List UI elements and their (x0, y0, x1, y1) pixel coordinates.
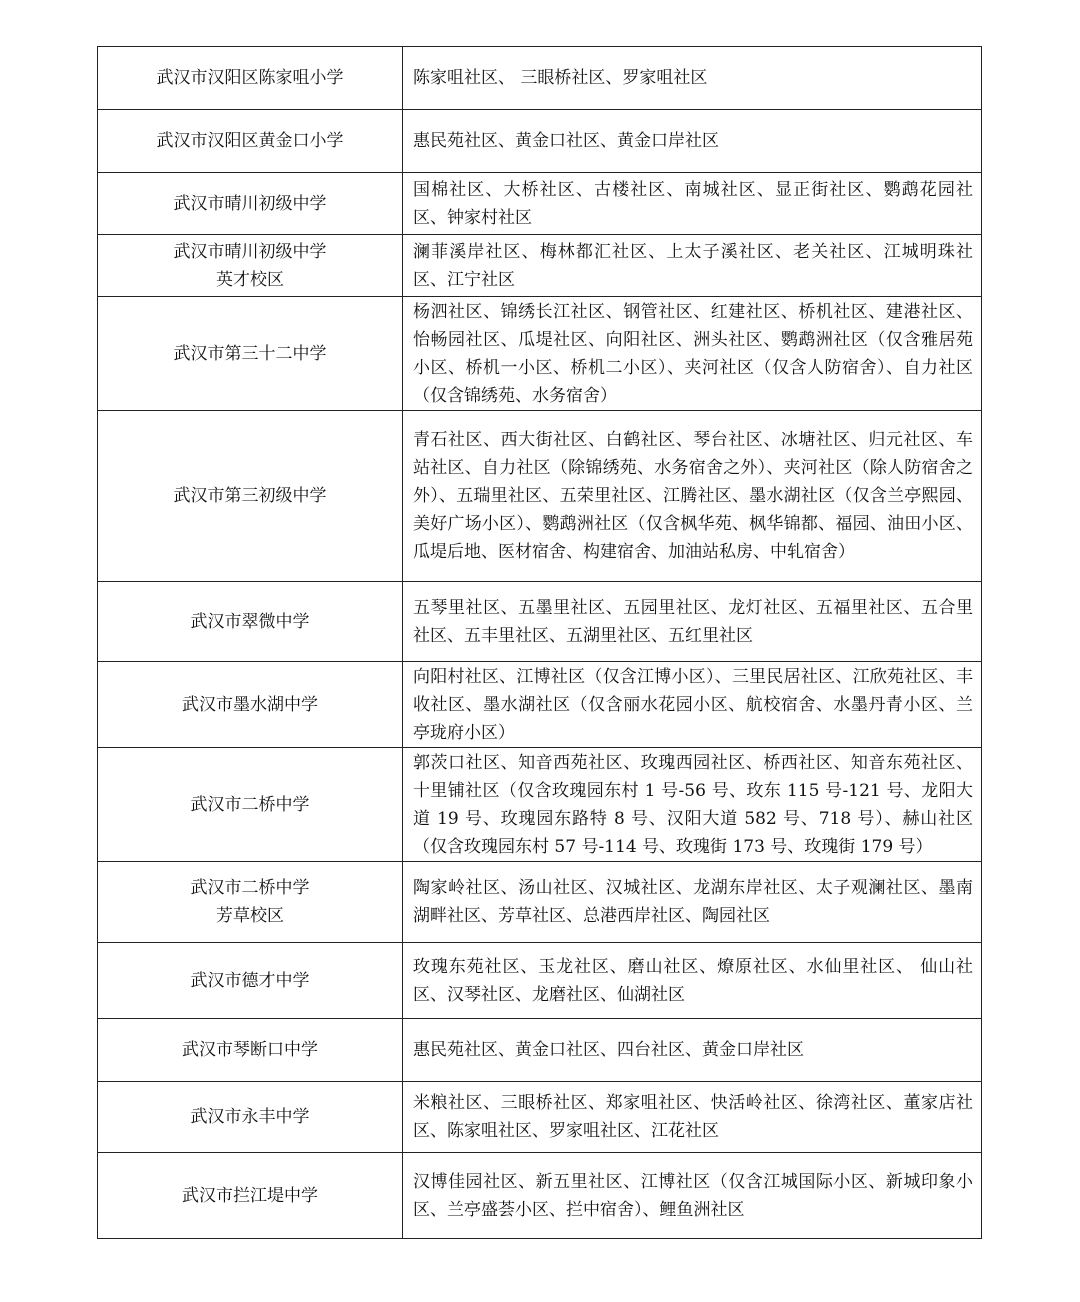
school-name-cell (98, 943, 403, 1019)
school-name-cell (98, 411, 403, 582)
community-list-cell: 米粮社区、三眼桥社区、郑家咀社区、快活岭社区、徐湾社区、董家店社区、陈家咀社区、罗家咀社区、江花社区 (403, 1082, 982, 1153)
community-list-cell: 惠民苑社区、黄金口社区、四台社区、黄金口岸社区 (403, 1019, 982, 1082)
school-name: 武汉市德才中学 (190, 970, 310, 991)
school-name: 武汉市晴川初级中学 (173, 193, 327, 214)
school-name: 武汉市汉阳区陈家咀小学 (156, 68, 344, 88)
community-list-cell: 陶家岭社区、汤山社区、汉城社区、龙湖东岸社区、太子观澜社区、墨南湖畔社区、芳草社区、总港西岸社区、陶园社区 (403, 862, 982, 943)
table-row (98, 862, 982, 943)
table-row (98, 943, 982, 1019)
school-name-cell (98, 1153, 403, 1239)
school-name-cell (98, 173, 403, 235)
table-row (98, 411, 982, 582)
school-name-cell (98, 662, 403, 748)
school-name-cell (98, 862, 403, 943)
school-name: 武汉市二桥中学 (190, 794, 310, 815)
school-name: 武汉市第三初级中学 (173, 486, 327, 506)
table-row (98, 235, 982, 297)
school-name: 武汉市第三十二中学 (173, 343, 327, 364)
table-row (98, 1019, 982, 1082)
school-name-cell (98, 1019, 403, 1082)
school-district-table (97, 46, 982, 1239)
school-name-cell (98, 748, 403, 862)
school-name: 武汉市墨水湖中学 (182, 694, 318, 715)
school-name: 武汉市翠微中学 (190, 611, 310, 632)
school-name-cell (98, 47, 403, 110)
school-name-cell (98, 297, 403, 411)
school-name: 武汉市拦江堤中学 (182, 1185, 318, 1206)
community-list-cell: 向阳村社区、江博社区（仅含江博小区）、三里民居社区、江欣苑社区、丰收社区、墨水湖社区（仅含丽水花园小区、航校宿舍、水墨丹青小区、兰亭珑府小区） (403, 662, 982, 748)
community-list-cell: 惠民苑社区、黄金口社区、黄金口岸社区 (403, 110, 982, 173)
table-row (98, 1082, 982, 1153)
school-name-cell (98, 110, 403, 173)
school-name-cell (98, 235, 403, 297)
school-name: 武汉市汉阳区黄金口小学 (156, 131, 344, 151)
community-list-cell: 青石社区、西大街社区、白鹤社区、琴台社区、冰塘社区、归元社区、车站社区、自力社区（除锦绣苑、水务宿舍之外）、夹河社区（除人防宿舍之外）、五瑞里社区、五荣里社区、江腾社区、墨水湖社区（仅含兰亭熙园、美好广场小区）、鹦鹉洲社区（仅含枫华苑、枫华锦都、福园、油田小区、瓜堤后地、医材宿舍、构建宿舍、加油站私房、中轧宿舍） (403, 411, 982, 582)
school-campus: 英才校区 (216, 269, 284, 290)
table-row (98, 297, 982, 411)
community-list-cell: 玫瑰东苑社区、玉龙社区、磨山社区、燎原社区、水仙里社区、 仙山社区、汉琴社区、龙磨社区、仙湖社区 (403, 943, 982, 1019)
school-name: 武汉市永丰中学 (190, 1107, 310, 1127)
school-name: 武汉市晴川初级中学 (173, 241, 327, 262)
table-row (98, 748, 982, 862)
community-list-cell: 杨泗社区、锦绣长江社区、钢管社区、红建社区、桥机社区、建港社区、怡畅园社区、瓜堤社区、向阳社区、洲头社区、鹦鹉洲社区（仅含雅居苑小区、桥机一小区、桥机二小区）、夹河社区（仅含人防宿舍）、自力社区（仅含锦绣苑、水务宿舍） (403, 297, 982, 411)
community-list-cell: 汉博佳园社区、新五里社区、江博社区（仅含江城国际小区、新城印象小区、兰亭盛荟小区、拦中宿舍）、鲤鱼洲社区 (403, 1153, 982, 1239)
school-name: 武汉市二桥中学 (190, 878, 310, 898)
table-row (98, 662, 982, 748)
table-row (98, 582, 982, 662)
school-campus: 芳草校区 (216, 906, 284, 926)
community-list-cell: 澜菲溪岸社区、梅林都汇社区、上太子溪社区、老关社区、江城明珠社区、江宁社区 (403, 235, 982, 297)
table-row (98, 110, 982, 173)
school-name-cell (98, 1082, 403, 1153)
community-list-cell: 国棉社区、大桥社区、古楼社区、南城社区、显正街社区、鹦鹉花园社区、钟家村社区 (403, 173, 982, 235)
community-list-cell: 郭茨口社区、知音西苑社区、玫瑰西园社区、桥西社区、知音东苑社区、十里铺社区（仅含玫瑰园东村 1 号-56 号、玫东 115 号-121 号、龙阳大道 19 号、玫瑰园东路特 8 号、汉阳大道 582 号、718 号）、赫山社区（仅含玫瑰园东村 57 号-114 号、玫瑰街 173 号、玫瑰街 179 号） (403, 748, 982, 862)
table-row (98, 1153, 982, 1239)
table-row (98, 47, 982, 110)
table-row (98, 173, 982, 235)
school-name-cell (98, 582, 403, 662)
community-list-cell: 五琴里社区、五墨里社区、五园里社区、龙灯社区、五福里社区、五合里社区、五丰里社区、五湖里社区、五红里社区 (403, 582, 982, 662)
community-list-cell: 陈家咀社区、 三眼桥社区、罗家咀社区 (403, 47, 982, 110)
school-name: 武汉市琴断口中学 (182, 1040, 318, 1060)
